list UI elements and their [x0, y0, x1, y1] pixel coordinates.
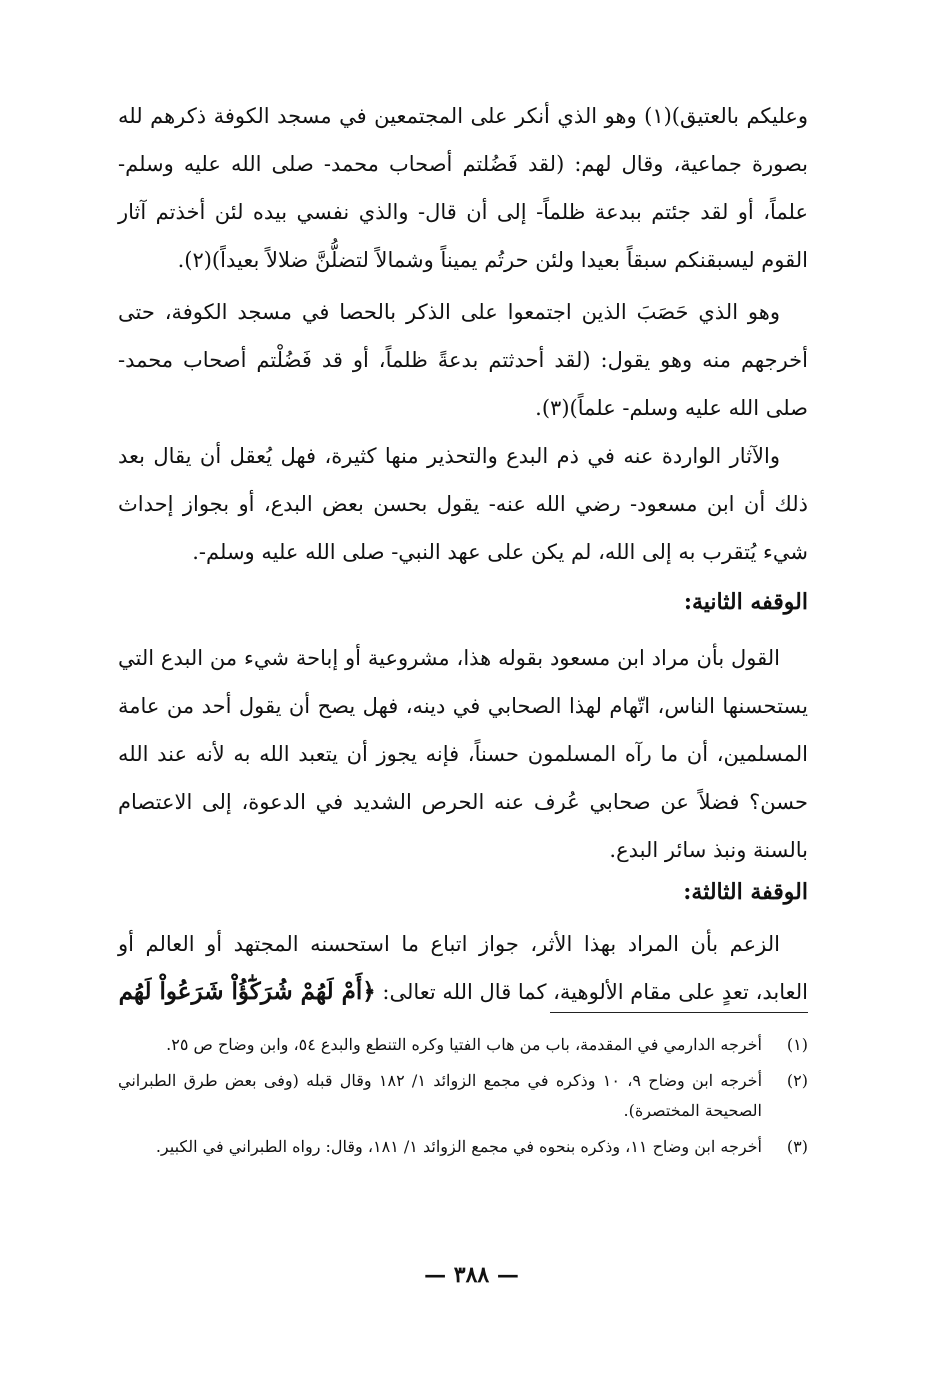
- footnote-text: أخرجه ابن وضاح ١١، وذكره بنحوه في مجمع الزوائد ١/ ١٨١، وقال: رواه الطبراني في الكبير.: [155, 1137, 762, 1156]
- paragraph-block-5: [118, 920, 808, 1016]
- paragraph-block-3: [118, 432, 808, 576]
- footnote-divider: [550, 1012, 808, 1013]
- footnote-text: أخرجه ابن وضاح ٩، ١٠ وذكره في مجمع الزوائد ١/ ١٨٢ وقال قبله (وفى بعض طرق الطبراني الصحيحة المختصرة).: [118, 1071, 763, 1120]
- footnote-3: [118, 1132, 808, 1162]
- footnote-2: [118, 1066, 808, 1126]
- footnote-1: [118, 1030, 808, 1060]
- footnote-number: (٢): [786, 1071, 808, 1090]
- paragraph-2: وهو الذي حَصَبَ الذين اجتمعوا على الذكر بالحصا في مسجد الكوفة، حتى أخرجهم منه وهو يقول: (لقد أحدثتم بدعةً ظلماً، أو قد فَضُلْتم أصحاب محمد- صلى الله عليه وسلم- علماً)(٣).: [118, 300, 808, 420]
- footnote-number: (٣): [786, 1137, 808, 1156]
- section-heading-third-stop: الوقفة الثالثة:: [683, 879, 808, 905]
- paragraph-1: وعليكم بالعتيق)(١) وهو الذي أنكر على المجتمعين في مسجد الكوفة ذكرهم لله بصورة جماعية، وقال لهم: (لقد فَضُلتم أصحاب محمد- صلى الله عليه وسلم- علماً، أو لقد جئتم ببدعة ظلماً- إلى أن قال- والذي نفسي بيده لئن أخذتم آثار القوم ليسبقنكم سبقاً بعيدا ولئن حرتُم يميناً وشمالاً لتضلُّنَّ ضلالاً بعيداً)(٢).: [118, 104, 808, 272]
- paragraph-block-1: [118, 92, 808, 284]
- paragraph-5: [118, 920, 808, 1016]
- paragraph-block-4: [118, 634, 808, 874]
- section-heading-second-stop: الوقفه الثانية:: [683, 589, 808, 615]
- paragraph-5-text: الزعم بأن المراد بهذا الأثر، جواز اتباع ما استحسنه المجتهد أو العالم أو العابد، تعدٍ على مقام الألوهية، كما قال الله تعالى:: [118, 932, 808, 1004]
- paragraph-3: والآثار الواردة عنه في ذم البدع والتحذير منها كثيرة، فهل يُعقل أن يقال بعد ذلك أن ابن مسعود- رضي الله عنه- يقول بحسن بعض البدع، أو بجواز إحداث شيء يُتقرب به إلى الله، لم يكن على عهد النبي- صلى الله عليه وسلم-.: [118, 444, 808, 564]
- footnote-text: أخرجه الدارمي في المقدمة، باب من هاب الفتيا وكره التنطع والبدع ٥٤، وابن وضاح ص ٢٥.: [166, 1035, 762, 1054]
- paragraph-block-2: [118, 288, 808, 432]
- paragraph-4: القول بأن مراد ابن مسعود بقوله هذا، مشروعية أو إباحة شيء من البدع التي يستحسنها الناس، اتّهام لهذا الصحابي في دينه، فهل يصح أن يقول أحد من عامة المسلمين، أن ما رآه المسلمون حسناً، فإنه يجوز أن يتعبد الله به لأنه عند الله حسن؟ فضلاً عن صحابي عُرف عنه الحرص الشديد في الدعوة، إلى الاعتصام بالسنة ونبذ سائر البدع.: [118, 646, 808, 862]
- footnote-number: (١): [786, 1035, 808, 1054]
- footnotes: [118, 1030, 808, 1168]
- quran-verse: ﴿أَمْ لَهُمْ شُرَكَٰٓؤُاْ شَرَعُواْ لَهُم: [118, 978, 376, 1005]
- page-number: — ٣٨٨ —: [424, 1262, 519, 1288]
